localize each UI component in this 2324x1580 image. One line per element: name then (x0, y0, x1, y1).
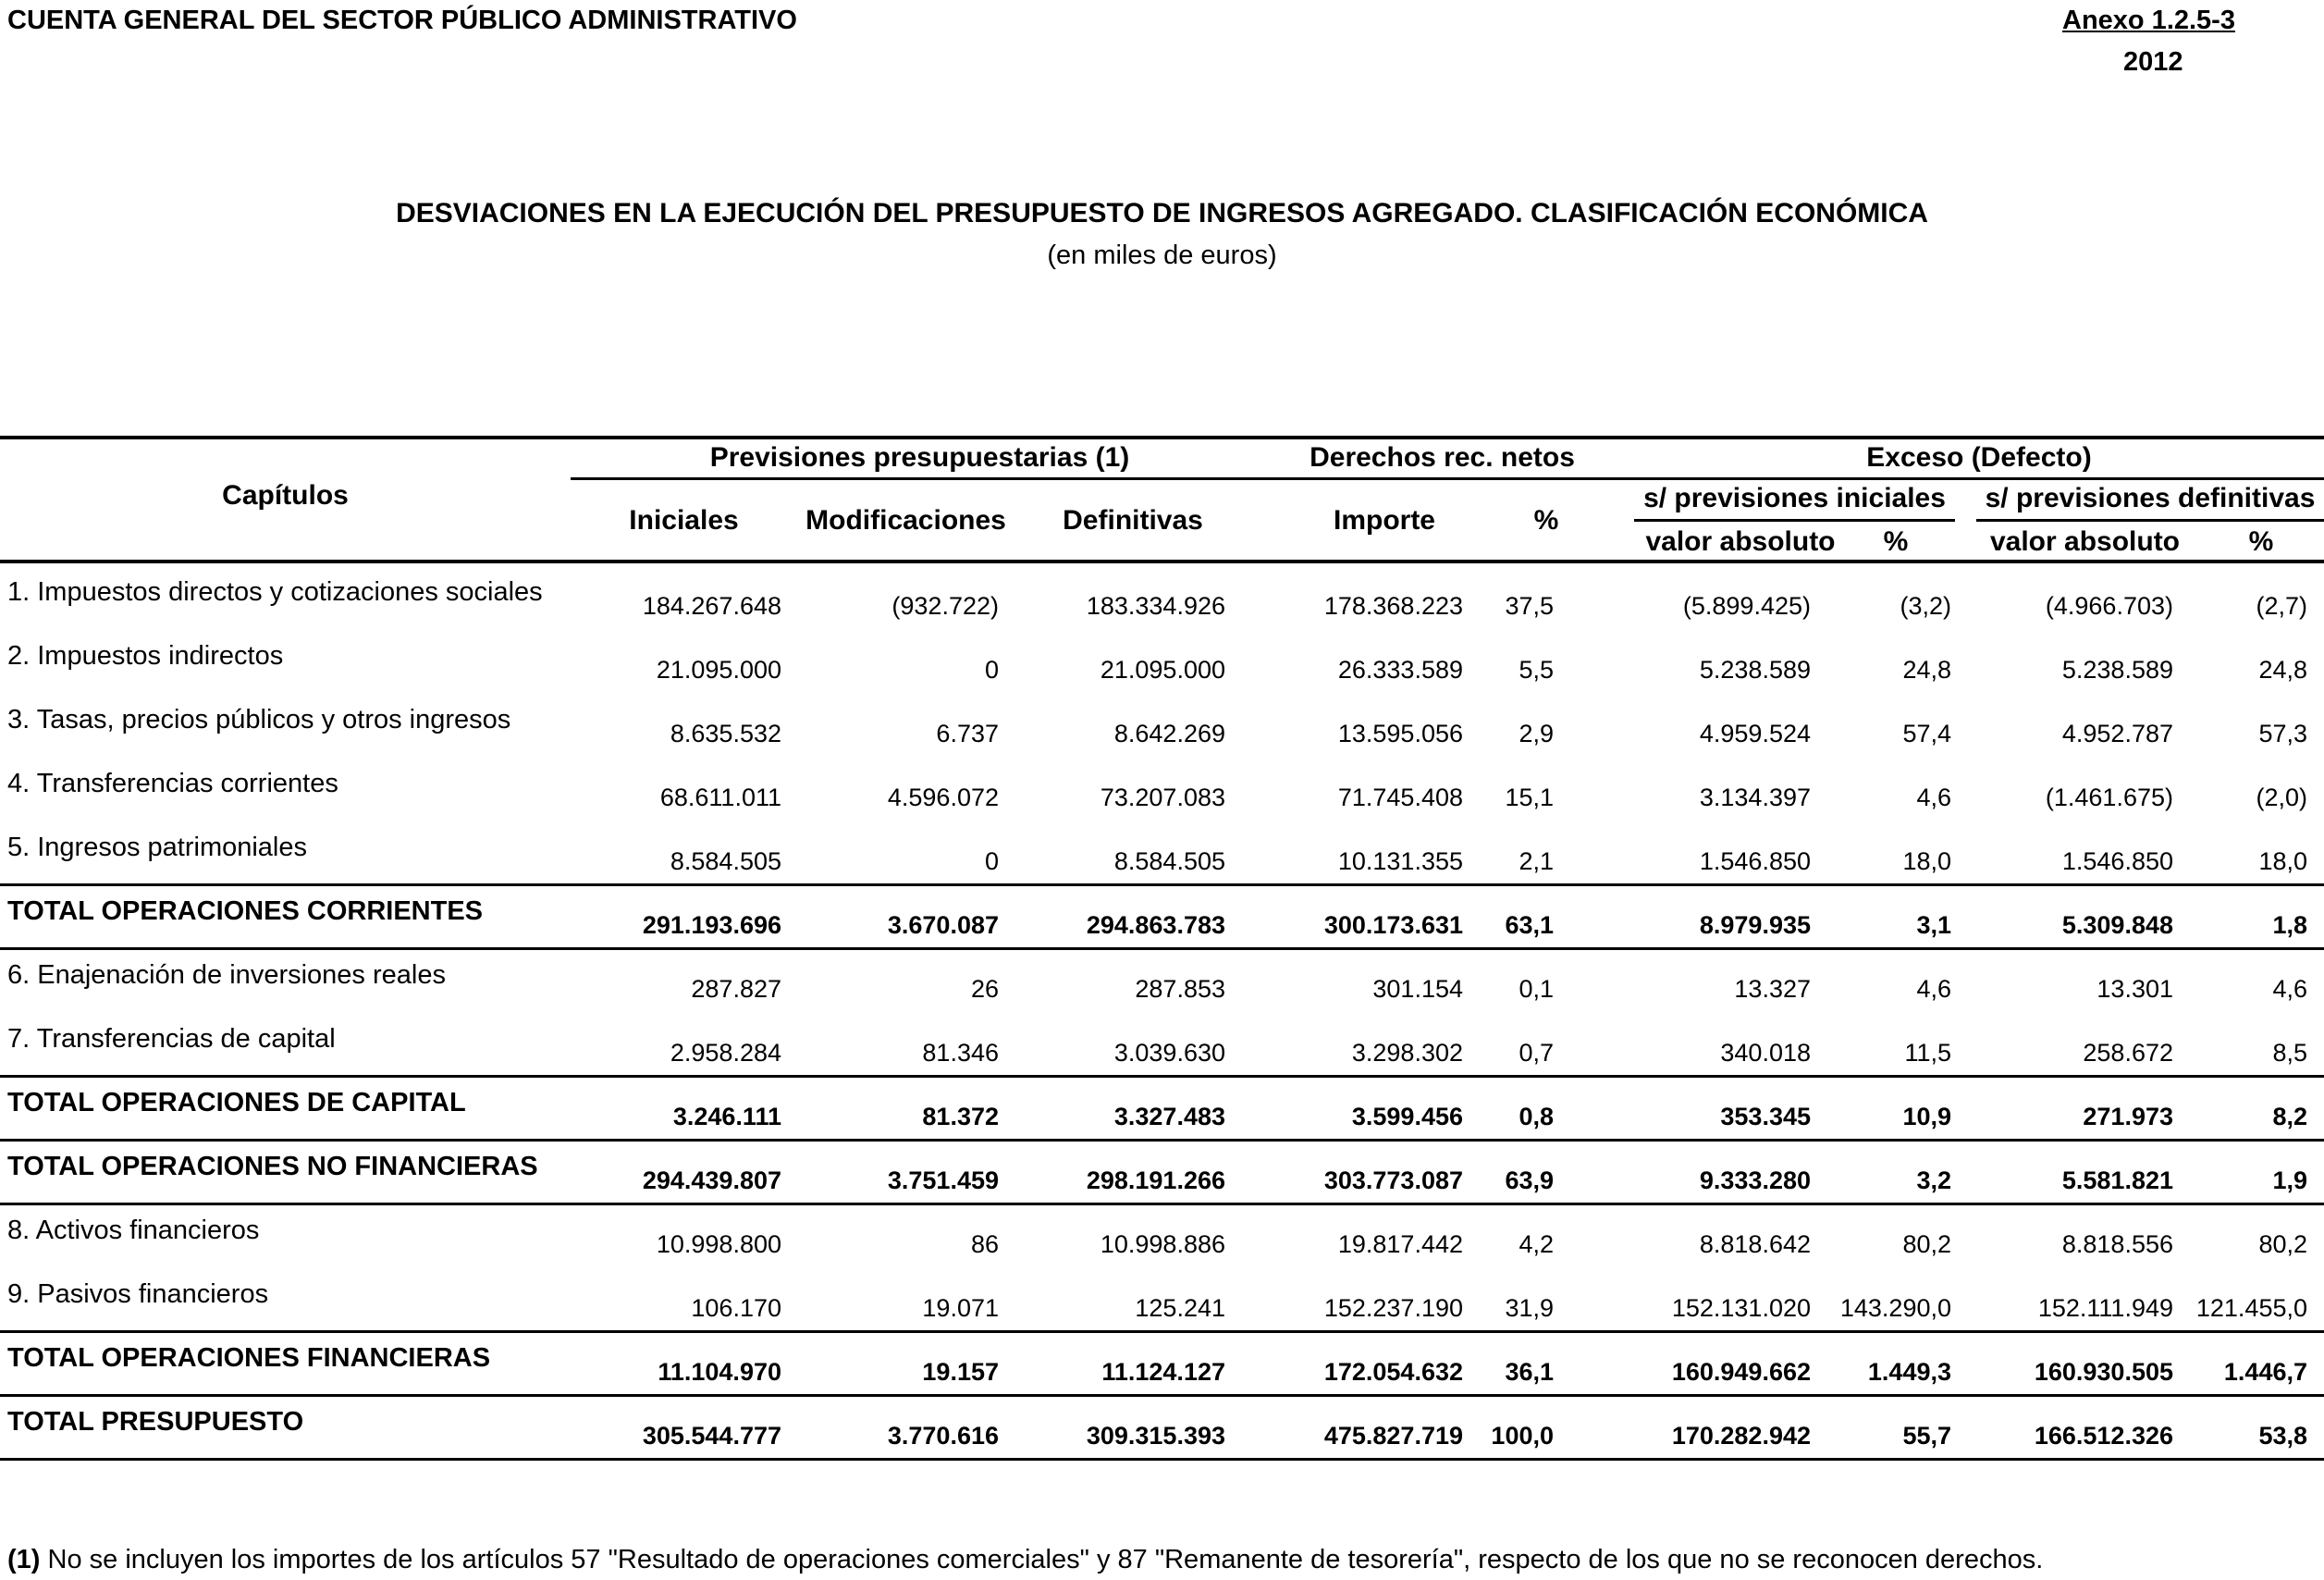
cell-definitivas: 73.207.083 (1100, 784, 1225, 811)
cell-exceso-iniciales: 13.327 (1734, 975, 1811, 1003)
cell-exceso-iniciales: 9.333.280 (1699, 1166, 1811, 1194)
cell-iniciales: 287.827 (691, 975, 781, 1003)
cell-modificaciones: 19.157 (922, 1358, 999, 1386)
cell-exceso-definitivas: 1.546.850 (2061, 847, 2173, 875)
header-s-prev-definitivas: s/ previsiones definitivas (1985, 483, 2316, 513)
cell-iniciales: 291.193.696 (642, 911, 781, 939)
header-capitulos: Capítulos (222, 480, 349, 511)
cell-modificaciones: 0 (984, 656, 999, 684)
row-separator-rule (0, 1203, 2324, 1205)
cell-modificaciones: 81.372 (922, 1103, 999, 1130)
row-separator-rule (0, 1075, 2324, 1078)
cell-exceso-iniciales: 152.131.020 (1671, 1294, 1811, 1322)
row-separator-rule (0, 1330, 2324, 1333)
cell-pct-derechos: 0,1 (1519, 975, 1554, 1003)
subgroup-rule-left (1634, 519, 1955, 522)
cell-pct-derechos: 31,9 (1505, 1294, 1554, 1322)
cell-importe: 3.298.302 (1351, 1039, 1463, 1067)
cell-definitivas: 309.315.393 (1086, 1422, 1225, 1450)
cell-modificaciones: 3.670.087 (887, 911, 999, 939)
cell-definitivas: 125.241 (1135, 1294, 1225, 1322)
cell-iniciales: 3.246.111 (672, 1103, 781, 1130)
row-label: 9. Pasivos financieros (7, 1279, 269, 1309)
header-valor-absoluto-definitivas: valor absoluto (1989, 526, 2181, 557)
cell-exceso-iniciales: 353.345 (1720, 1103, 1811, 1130)
cell-definitivas: 3.039.630 (1113, 1039, 1225, 1067)
cell-pct-derechos: 2,9 (1519, 720, 1554, 747)
row-label: TOTAL OPERACIONES FINANCIERAS (7, 1343, 491, 1373)
cell-iniciales: 2.958.284 (670, 1039, 781, 1067)
cell-exceso-iniciales: 1.546.850 (1699, 847, 1811, 875)
row-label: TOTAL OPERACIONES DE CAPITAL (7, 1088, 466, 1117)
footnote-marker: (1) (7, 1545, 41, 1574)
cell-exceso-iniciales: 8.979.935 (1699, 911, 1811, 939)
cell-pct-derechos: 63,9 (1505, 1166, 1554, 1194)
cell-pct-exceso-iniciales: 3,1 (1916, 911, 1951, 939)
cell-pct-exceso-definitivas: 18,0 (2258, 847, 2307, 875)
group-header-rule (571, 477, 2324, 480)
row-separator-rule (0, 883, 2324, 886)
cell-modificaciones: 4.596.072 (887, 784, 999, 811)
cell-pct-exceso-definitivas: 1,8 (2272, 911, 2307, 939)
cell-pct-exceso-iniciales: 4,6 (1916, 784, 1951, 811)
cell-exceso-iniciales: 3.134.397 (1699, 784, 1811, 811)
cell-exceso-definitivas: (4.966.703) (2045, 592, 2173, 620)
cell-pct-exceso-definitivas: 57,3 (2258, 720, 2307, 747)
cell-pct-exceso-definitivas: 53,8 (2258, 1422, 2307, 1450)
header-iniciales: Iniciales (629, 505, 739, 536)
cell-pct-derechos: 0,8 (1519, 1103, 1554, 1130)
cell-exceso-definitivas: 5.309.848 (2061, 911, 2173, 939)
cell-iniciales: 294.439.807 (642, 1166, 781, 1194)
cell-definitivas: 298.191.266 (1086, 1166, 1225, 1194)
cell-modificaciones: 19.071 (922, 1294, 999, 1322)
cell-iniciales: 8.635.532 (670, 720, 781, 747)
year-label: 2012 (2123, 47, 2183, 77)
cell-definitivas: 294.863.783 (1086, 911, 1225, 939)
row-label: 1. Impuestos directos y cotizaciones sociales (7, 577, 543, 607)
row-label: 5. Ingresos patrimoniales (7, 833, 307, 862)
cell-exceso-iniciales: 170.282.942 (1671, 1422, 1811, 1450)
cell-exceso-iniciales: 340.018 (1720, 1039, 1811, 1067)
row-separator-rule (0, 1458, 2324, 1461)
cell-pct-exceso-definitivas: 121.455,0 (2195, 1294, 2307, 1322)
header-definitivas: Definitivas (1063, 505, 1203, 536)
header-pct-definitivas: % (2248, 526, 2274, 557)
cell-modificaciones: (932.722) (891, 592, 999, 620)
subgroup-rule-right (1976, 519, 2324, 522)
cell-importe: 10.131.355 (1337, 847, 1463, 875)
cell-pct-derechos: 2,1 (1519, 847, 1554, 875)
cell-exceso-definitivas: 152.111.949 (2037, 1294, 2173, 1322)
cell-pct-exceso-iniciales: 24,8 (1902, 656, 1951, 684)
cell-definitivas: 10.998.886 (1100, 1230, 1225, 1258)
cell-importe: 152.237.190 (1323, 1294, 1463, 1322)
footnote (7, 1545, 2043, 1575)
cell-pct-derechos: 100,0 (1491, 1422, 1554, 1450)
cell-pct-exceso-definitivas: (2,7) (2256, 592, 2307, 620)
cell-pct-exceso-iniciales: 3,2 (1916, 1166, 1951, 1194)
cell-definitivas: 287.853 (1135, 975, 1225, 1003)
row-label: TOTAL OPERACIONES NO FINANCIERAS (7, 1152, 538, 1181)
cell-exceso-definitivas: (1.461.675) (2045, 784, 2173, 811)
cell-exceso-iniciales: 5.238.589 (1699, 656, 1811, 684)
cell-iniciales: 106.170 (691, 1294, 781, 1322)
cell-pct-exceso-iniciales: 10,9 (1902, 1103, 1951, 1130)
cell-pct-derechos: 15,1 (1505, 784, 1554, 811)
cell-modificaciones: 86 (970, 1230, 999, 1258)
cell-exceso-definitivas: 4.952.787 (2061, 720, 2173, 747)
organization-title: CUENTA GENERAL DEL SECTOR PÚBLICO ADMINISTRATIVO (7, 6, 797, 35)
cell-definitivas: 8.642.269 (1113, 720, 1225, 747)
cell-modificaciones: 3.751.459 (887, 1166, 999, 1194)
cell-pct-exceso-definitivas: 1.446,7 (2223, 1358, 2307, 1386)
cell-pct-derechos: 37,5 (1505, 592, 1554, 620)
cell-pct-derechos: 4,2 (1519, 1230, 1554, 1258)
cell-definitivas: 3.327.483 (1113, 1103, 1225, 1130)
cell-exceso-definitivas: 8.818.556 (2061, 1230, 2173, 1258)
cell-importe: 303.773.087 (1323, 1166, 1463, 1194)
cell-pct-exceso-iniciales: 143.290,0 (1839, 1294, 1951, 1322)
cell-modificaciones: 26 (970, 975, 999, 1003)
cell-iniciales: 21.095.000 (656, 656, 781, 684)
cell-pct-exceso-iniciales: 57,4 (1902, 720, 1951, 747)
header-previsiones: Previsiones presupuestarias (1) (709, 442, 1130, 473)
row-label: 2. Impuestos indirectos (7, 641, 284, 671)
row-label: 8. Activos financieros (7, 1216, 260, 1245)
cell-definitivas: 8.584.505 (1113, 847, 1225, 875)
cell-pct-exceso-definitivas: 1,9 (2272, 1166, 2307, 1194)
header-exceso: Exceso (Defecto) (1866, 442, 2092, 473)
row-label: TOTAL OPERACIONES CORRIENTES (7, 896, 483, 926)
cell-pct-derechos: 5,5 (1519, 656, 1554, 684)
row-separator-rule (0, 1139, 2324, 1142)
row-label: 7. Transferencias de capital (7, 1024, 336, 1054)
header-valor-absoluto-iniciales: valor absoluto (1645, 526, 1836, 557)
header-derechos: Derechos rec. netos (1310, 442, 1575, 473)
header-importe: Importe (1333, 505, 1435, 536)
cell-definitivas: 21.095.000 (1100, 656, 1225, 684)
cell-pct-exceso-definitivas: 8,5 (2272, 1039, 2307, 1067)
cell-exceso-definitivas: 5.581.821 (2061, 1166, 2173, 1194)
cell-pct-derechos: 63,1 (1505, 911, 1554, 939)
row-label: TOTAL PRESUPUESTO (7, 1407, 304, 1437)
cell-pct-exceso-definitivas: 8,2 (2272, 1103, 2307, 1130)
cell-exceso-iniciales: 8.818.642 (1699, 1230, 1811, 1258)
row-label: 6. Enajenación de inversiones reales (7, 960, 446, 990)
cell-pct-exceso-iniciales: 80,2 (1902, 1230, 1951, 1258)
cell-exceso-definitivas: 160.930.505 (2034, 1358, 2173, 1386)
cell-pct-derechos: 0,7 (1519, 1039, 1554, 1067)
cell-pct-exceso-iniciales: 18,0 (1902, 847, 1951, 875)
cell-exceso-definitivas: 13.301 (2097, 975, 2173, 1003)
cell-exceso-iniciales: 160.949.662 (1671, 1358, 1811, 1386)
header-bottom-rule (0, 560, 2324, 563)
cell-pct-exceso-definitivas: 4,6 (2272, 975, 2307, 1003)
cell-importe: 71.745.408 (1337, 784, 1463, 811)
annex-label: Anexo 1.2.5-3 (2062, 6, 2235, 35)
cell-importe: 300.173.631 (1323, 911, 1463, 939)
cell-exceso-iniciales: (5.899.425) (1682, 592, 1811, 620)
row-label: 3. Tasas, precios públicos y otros ingresos (7, 705, 511, 734)
cell-pct-exceso-iniciales: (3,2) (1900, 592, 1951, 620)
header-modificaciones: Modificaciones (805, 505, 1006, 536)
cell-importe: 172.054.632 (1323, 1358, 1463, 1386)
cell-pct-exceso-definitivas: 80,2 (2258, 1230, 2307, 1258)
cell-definitivas: 183.334.926 (1086, 592, 1225, 620)
cell-iniciales: 11.104.970 (658, 1358, 781, 1386)
cell-iniciales: 68.611.011 (659, 784, 781, 811)
report-subtitle: (en miles de euros) (1047, 241, 1277, 270)
cell-modificaciones: 3.770.616 (887, 1422, 999, 1450)
cell-exceso-definitivas: 258.672 (2083, 1039, 2173, 1067)
footnote-text: No se incluyen los importes de los artículos 57 "Resultado de operaciones comerciales" y 87 "Remanente de tesorería", respecto de los que no se reconocen derechos. (40, 1545, 2044, 1574)
row-label: 4. Transferencias corrientes (7, 769, 338, 798)
cell-pct-exceso-definitivas: (2,0) (2256, 784, 2307, 811)
cell-importe: 3.599.456 (1351, 1103, 1463, 1130)
row-separator-rule (0, 1394, 2324, 1397)
cell-importe: 26.333.589 (1337, 656, 1463, 684)
cell-pct-exceso-iniciales: 55,7 (1902, 1422, 1951, 1450)
row-separator-rule (0, 947, 2324, 950)
cell-pct-exceso-iniciales: 1.449,3 (1867, 1358, 1951, 1386)
cell-pct-derechos: 36,1 (1505, 1358, 1554, 1386)
cell-importe: 19.817.442 (1337, 1230, 1463, 1258)
cell-iniciales: 10.998.800 (656, 1230, 781, 1258)
header-pct-derechos: % (1533, 505, 1559, 536)
cell-modificaciones: 0 (984, 847, 999, 875)
table-top-rule (0, 436, 2324, 439)
cell-definitivas: 11.124.127 (1101, 1358, 1225, 1386)
cell-iniciales: 184.267.648 (642, 592, 781, 620)
cell-exceso-definitivas: 5.238.589 (2061, 656, 2173, 684)
header-s-prev-iniciales: s/ previsiones iniciales (1643, 483, 1946, 513)
cell-importe: 301.154 (1372, 975, 1463, 1003)
cell-exceso-definitivas: 271.973 (2083, 1103, 2173, 1130)
cell-importe: 13.595.056 (1337, 720, 1463, 747)
cell-importe: 178.368.223 (1323, 592, 1463, 620)
cell-pct-exceso-iniciales: 11,5 (1904, 1039, 1951, 1067)
cell-modificaciones: 81.346 (922, 1039, 999, 1067)
cell-iniciales: 305.544.777 (642, 1422, 781, 1450)
cell-exceso-definitivas: 166.512.326 (2034, 1422, 2173, 1450)
cell-importe: 475.827.719 (1323, 1422, 1463, 1450)
cell-iniciales: 8.584.505 (670, 847, 781, 875)
report-title: DESVIACIONES EN LA EJECUCIÓN DEL PRESUPUESTO DE INGRESOS AGREGADO. CLASIFICACIÓN ECONÓMICA (396, 198, 1928, 228)
header-pct-iniciales: % (1883, 526, 1909, 557)
cell-modificaciones: 6.737 (936, 720, 999, 747)
cell-pct-exceso-iniciales: 4,6 (1916, 975, 1951, 1003)
cell-exceso-iniciales: 4.959.524 (1699, 720, 1811, 747)
cell-pct-exceso-definitivas: 24,8 (2258, 656, 2307, 684)
